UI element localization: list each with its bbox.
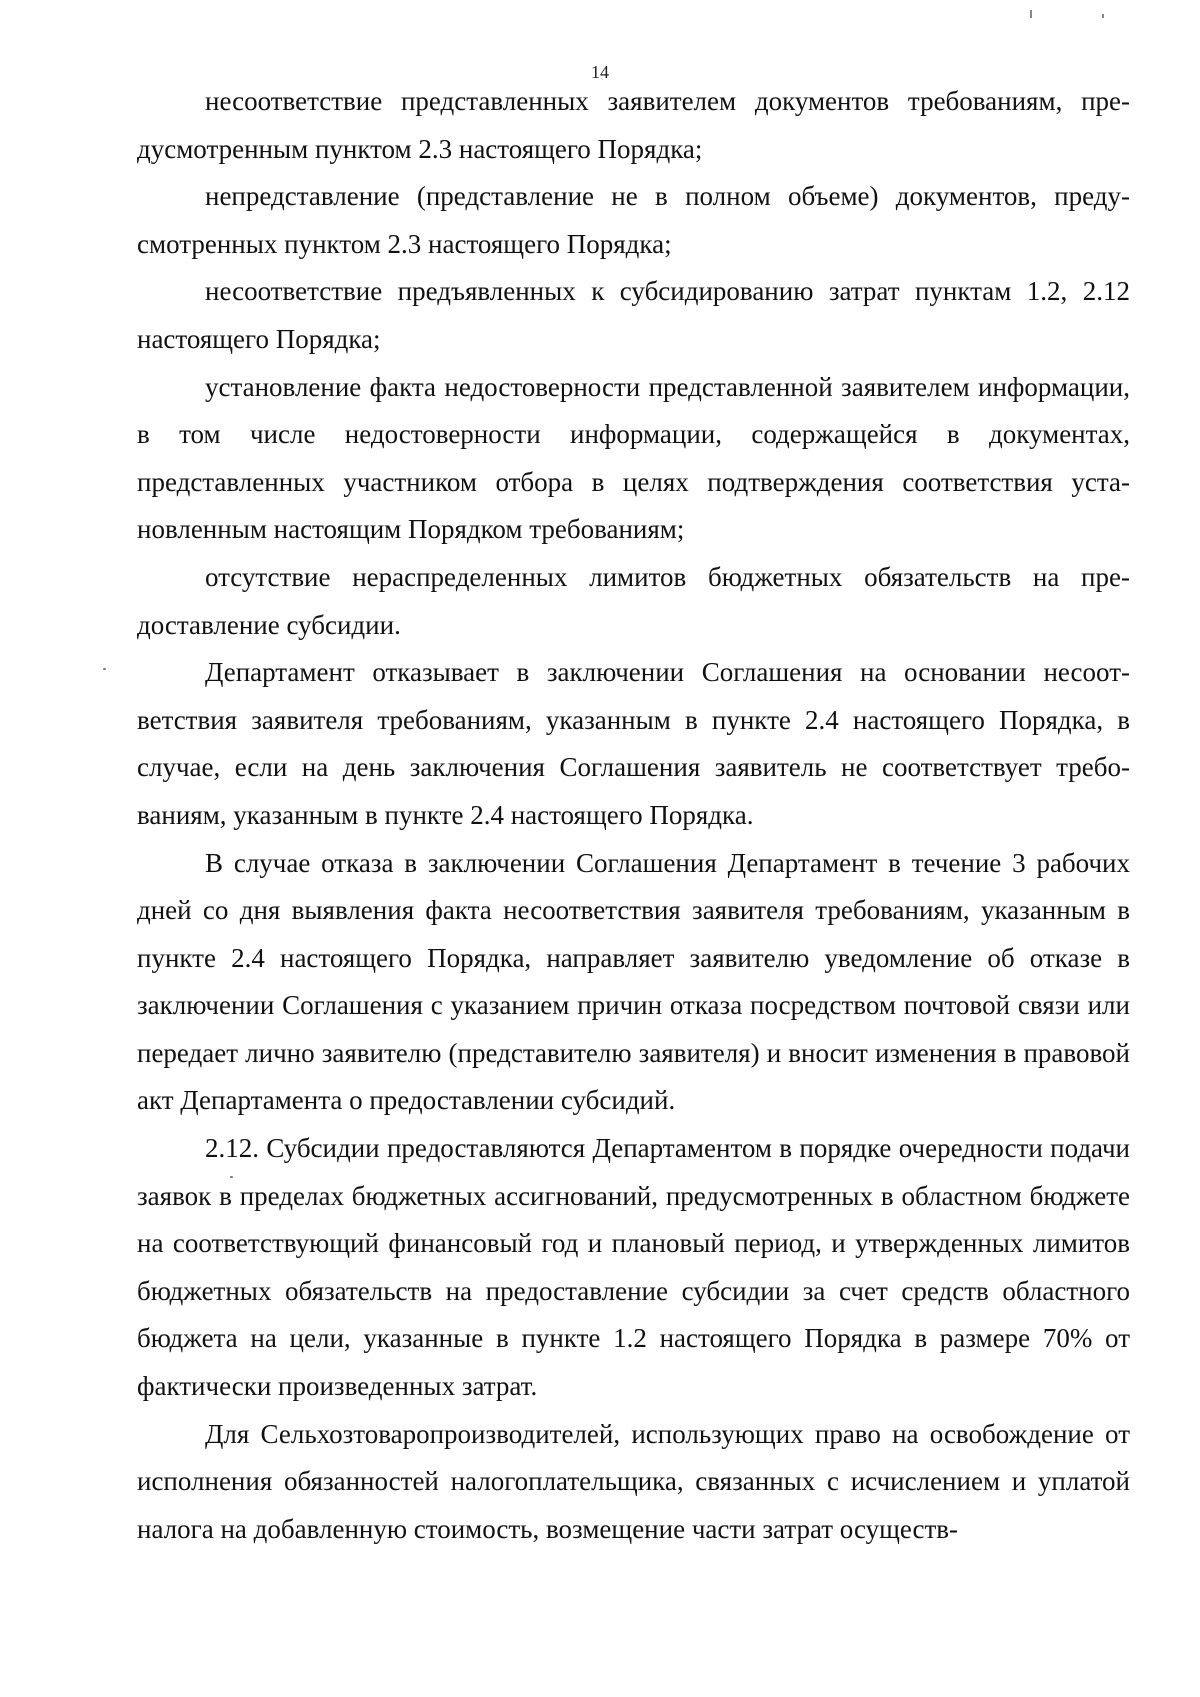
paragraph-vat-exempt-producers: Для Сельхозтоваропроизводителей, использующих право на освобождение от исполнения обязанностей налогоплательщика, связанных с исчислением и уплатой налога на добавленную стоимость, возмещение части затрат осуществ-	[137, 1418, 1130, 1544]
paragraph-false-information: установление факта недостоверности представленной заявителем информации, в том числе недостоверности информации, содержащейся в документах, представленных участником отбора в целях подтверждения соответствия установленным настоящим Порядком требованиям;	[137, 371, 1130, 545]
paragraph-cost-mismatch: несоответствие предъявленных к субсидированию затрат пунктам 1.2, 2.12 настоящего Порядка;	[137, 276, 1130, 354]
scan-artifact	[103, 668, 106, 670]
paragraph-documents-not-submitted: непредставление (представление не в полном объеме) документов, предусмотренных пунктом 2.3 настоящего Порядка;	[137, 181, 1130, 259]
scan-corner-mark	[1010, 0, 1170, 18]
page-number: 14	[591, 62, 609, 82]
paragraph-refusal-agreement: Департамент отказывает в заключении Соглашения на основании несоответствия заявителя требованиям, указанным в пункте 2.4 настоящего Порядка, в случае, если на день заключения Соглашения заявитель не соответствует требованиям, указанным в пункте 2.4 настоящего Порядка.	[137, 657, 1130, 830]
paragraph-refusal-notification: В случае отказа в заключении Соглашения Департамент в течение 3 рабочих дней со дня выявления факта несоответствия заявителя требованиям, указанным в пункте 2.4 настоящего Порядка, направляет заявителю уведомление об отказе в заключении Соглашения с указанием причин отказа посредством почтовой связи или передает лично заявителю (представителю заявителя) и вносит изменения в правовой акт Департамента о предоставлении субсидий.	[137, 847, 1130, 1116]
paragraph-no-budget-limits: отсутствие нераспределенных лимитов бюджетных обязательств на предоставление субсидии.	[137, 561, 1130, 640]
paragraph-section-2-12: 2.12. Субсидии предоставляются Департаментом в порядке очередности подачи заявок в пределах бюджетных ассигнований, предусмотренных в областном бюджете на соответствующий финансовый год и плановый период, и утвержденных лимитов бюджетных обязательств на предоставление субсидии за счет средств областного бюджета на цели, указанные в пункте 1.2 настоящего Порядка в размере 70% от фактически произведенных затрат.	[137, 1133, 1130, 1402]
paragraph-document-mismatch: несоответствие представленных заявителем документов требованиям, предусмотренным пунктом 2.3 настоящего Порядка;	[137, 86, 1130, 164]
document-body	[137, 78, 1130, 1553]
